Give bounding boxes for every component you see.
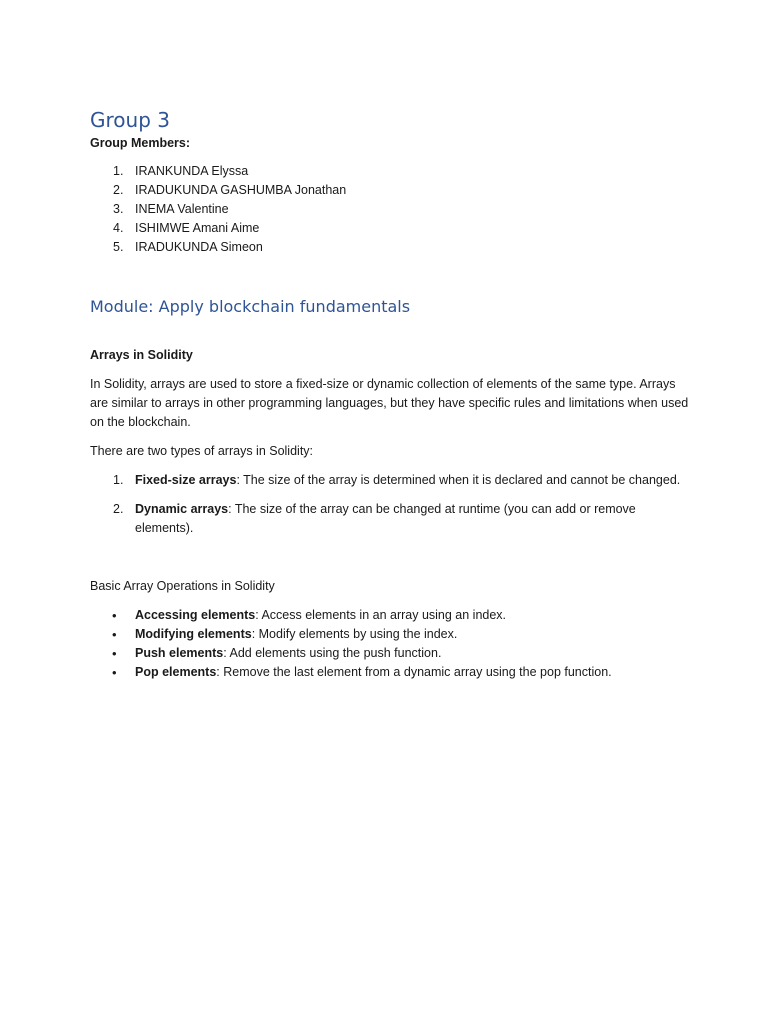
term-bold: Pop elements xyxy=(135,665,217,679)
intro-paragraph: In Solidity, arrays are used to store a fixed-size or dynamic collection of elements of the same type. Arrays are similar to arrays in other programming languages, but they have specific rules and limitations when used on the blockchain. xyxy=(90,377,689,429)
array-types-list xyxy=(90,471,690,538)
list-number: 4. xyxy=(113,221,124,235)
list-item xyxy=(90,200,346,219)
member-name: ISHIMWE Amani Aime xyxy=(135,221,260,235)
bullet-icon: • xyxy=(112,646,117,661)
list-item xyxy=(90,471,690,490)
member-name: INEMA Valentine xyxy=(135,202,229,216)
list-item xyxy=(90,238,346,257)
term-bold: Fixed-size arrays xyxy=(135,473,237,487)
bullet-icon: • xyxy=(112,665,117,680)
list-item xyxy=(90,625,612,644)
term-bold: Accessing elements xyxy=(135,608,256,622)
document-title: Group 3 xyxy=(90,108,170,132)
operations-list xyxy=(90,606,612,682)
member-name: IRADUKUNDA GASHUMBA Jonathan xyxy=(135,183,347,197)
list-item xyxy=(90,181,346,200)
term-description: : Remove the last element from a dynamic array using the pop function. xyxy=(216,665,612,679)
term-description: : Modify elements by using the index. xyxy=(251,627,458,641)
group-members-label: Group Members: xyxy=(90,136,191,150)
list-number: 2. xyxy=(113,502,124,516)
list-number: 2. xyxy=(113,183,124,197)
module-heading: Module: Apply blockchain fundamentals xyxy=(90,297,411,316)
bullet-icon: • xyxy=(112,608,117,623)
section-heading-arrays: Arrays in Solidity xyxy=(90,348,193,362)
basic-operations-heading: Basic Array Operations in Solidity xyxy=(90,579,275,593)
list-item xyxy=(90,606,612,625)
term-description: : The size of the array can be changed at runtime (you can add or remove elements). xyxy=(135,502,636,535)
list-number: 3. xyxy=(113,202,124,216)
list-item xyxy=(90,219,346,238)
list-item xyxy=(90,500,690,538)
term-description: : Add elements using the push function. xyxy=(223,646,442,660)
list-number: 5. xyxy=(113,240,124,254)
array-types-intro: There are two types of arrays in Solidity: xyxy=(90,444,314,458)
list-number: 1. xyxy=(113,473,124,487)
list-item xyxy=(90,663,612,682)
member-name: IRANKUNDA Elyssa xyxy=(135,164,249,178)
term-bold: Dynamic arrays xyxy=(135,502,229,516)
list-item xyxy=(90,644,612,663)
term-description: : The size of the array is determined when it is declared and cannot be changed. xyxy=(236,473,681,487)
list-number: 1. xyxy=(113,164,124,178)
bullet-icon: • xyxy=(112,627,117,642)
group-members-list xyxy=(90,162,346,257)
term-bold: Modifying elements xyxy=(135,627,252,641)
term-bold: Push elements xyxy=(135,646,224,660)
member-name: IRADUKUNDA Simeon xyxy=(135,240,263,254)
term-description: : Access elements in an array using an index. xyxy=(255,608,507,622)
list-item xyxy=(90,162,346,181)
